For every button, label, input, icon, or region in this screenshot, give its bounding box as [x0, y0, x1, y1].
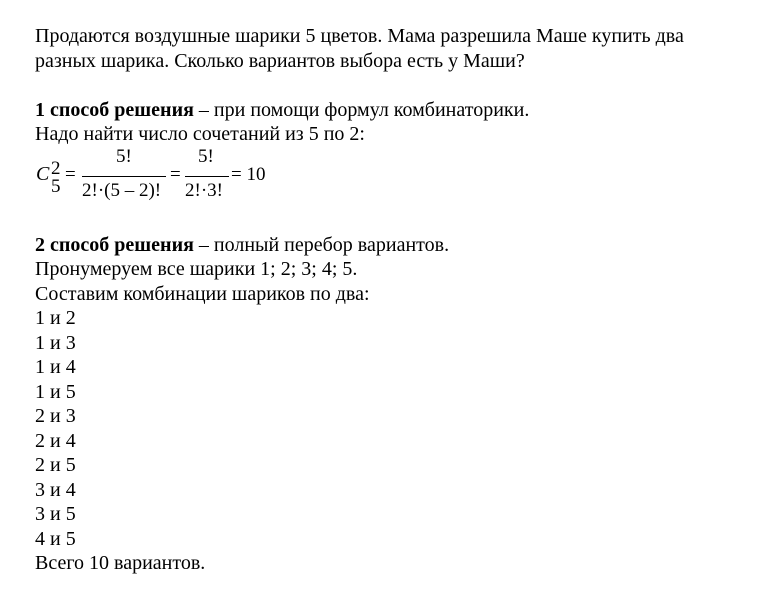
spacer [35, 73, 755, 98]
document-page [35, 24, 755, 576]
problem-line-1: Продаются воздушные шарики 5 цветов. Мама разрешила Маше купить два [35, 25, 684, 47]
list-item: 3 и 4 [35, 478, 76, 501]
method1-heading: 1 способ решения [35, 98, 194, 121]
total-line: Всего 10 вариантов. [35, 552, 206, 574]
method2-heading: 2 способ решения [35, 233, 194, 256]
list-item: 1 и 4 [35, 356, 76, 378]
list-item: 4 и 5 [35, 527, 76, 550]
combination-formula [35, 145, 755, 205]
method1-heading-rest: – при помощи формул комбинаторики. [193, 98, 530, 121]
fraction2-bar [185, 176, 229, 177]
list-item: 1 и 2 [35, 307, 76, 329]
formula-symbol: C [36, 162, 50, 185]
fraction1-bar [82, 176, 166, 177]
formula-equals-2: = [170, 163, 181, 185]
fraction1-numerator: 5! [116, 145, 132, 167]
fraction1-denominator: 2!·(5 – 2)! [82, 179, 162, 201]
list-item: 2 и 4 [35, 429, 76, 452]
method2-heading-rest: – полный перебор вариантов. [193, 233, 450, 256]
list-item: 3 и 5 [35, 503, 76, 525]
problem-line-2: разных шарика. Сколько вариантов выбора есть у Маши? [35, 49, 525, 72]
spacer [35, 205, 755, 233]
method2-line-2: Пронумеруем все шарики 1; 2; 3; 4; 5. [35, 258, 358, 280]
formula-result: = 10 [231, 163, 266, 185]
fraction2-numerator: 5! [198, 145, 214, 167]
formula-equals-1: = [65, 163, 76, 185]
formula-superscript: 2 [51, 157, 61, 179]
list-item: 1 и 5 [35, 380, 76, 403]
fraction2-denominator: 2!·3! [185, 179, 223, 201]
list-item: 2 и 5 [35, 454, 76, 476]
method2-heading-line [35, 233, 755, 258]
method1-line-2: Надо найти число сочетаний из 5 по 2: [35, 123, 365, 145]
formula-subscript: 5 [51, 175, 61, 197]
method2-line-3: Составим комбинации шариков по два: [35, 282, 370, 305]
list-item: 1 и 3 [35, 331, 76, 354]
method1-heading-line [35, 98, 755, 123]
list-item: 2 и 3 [35, 405, 76, 427]
